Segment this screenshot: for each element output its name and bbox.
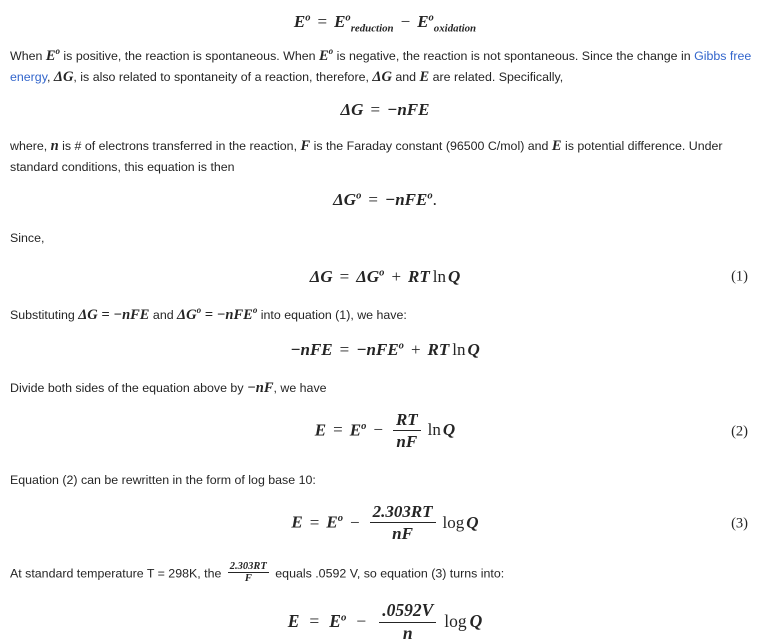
expression-minus-nFE: −nFE	[290, 340, 333, 359]
fraction-denominator: nF	[396, 432, 418, 452]
plus-sign: +	[391, 267, 402, 286]
equation-number-2: (2)	[731, 423, 748, 440]
paragraph-since	[0, 228, 770, 249]
superscript-degree: o	[361, 420, 367, 432]
inline-math-gibbs-standard-sub	[177, 307, 257, 323]
text-segment: and	[391, 70, 420, 84]
text-segment: is potential difference. Under standard conditions, this equation is then	[10, 139, 723, 174]
text-segment: where,	[10, 139, 51, 153]
equals-sign: =	[339, 340, 350, 359]
symbol-E: E	[287, 611, 300, 632]
text-segment: , is also related to spontaneity of a reaction, therefore,	[73, 70, 373, 84]
fraction-numerator: RT	[393, 410, 421, 431]
equals-sign: =	[309, 512, 320, 532]
spacer-top	[0, 0, 770, 12]
text-segment: , we have	[273, 381, 327, 395]
spacer	[0, 120, 770, 136]
superscript-degree: o	[328, 46, 334, 57]
text-segment: ,	[46, 70, 54, 84]
text-segment: and	[149, 308, 178, 322]
equation-body	[293, 12, 477, 35]
expression-equals-minus-nFE: = −nFE	[201, 307, 253, 323]
equals-sign: =	[370, 100, 381, 119]
text-segment: When	[10, 49, 46, 63]
symbol-delta-G: ΔG	[340, 100, 364, 119]
fraction-numerator: 2.303RT	[229, 560, 267, 572]
operator-ln: ln	[452, 340, 466, 359]
inline-math-E: E	[419, 69, 430, 85]
fraction-denominator: nF	[392, 524, 413, 544]
text-segment: is # of electrons transferred in the reaction,	[58, 139, 301, 153]
operator-ln: ln	[432, 267, 446, 286]
equation-3	[0, 503, 770, 544]
symbol-Q: Q	[469, 611, 483, 632]
equation-number-1: (1)	[731, 268, 748, 285]
equals-sign: =	[309, 611, 320, 632]
text-segment: Divide both sides of the equation above by	[10, 381, 247, 395]
equation-body	[288, 602, 483, 644]
inline-math-delta-G: ΔG	[53, 69, 74, 85]
equals-sign: =	[317, 12, 328, 31]
minus-sign: −	[356, 611, 367, 632]
symbol-E: E	[314, 420, 327, 440]
fraction-numerator: 2.303RT	[370, 502, 436, 523]
inline-math-E-degree	[46, 48, 60, 64]
expression-minus-nFE: −nFE	[384, 190, 428, 209]
symbol-RT: RT	[408, 267, 430, 286]
symbol-E-reduction: E	[334, 12, 346, 31]
superscript-degree: o	[428, 12, 434, 24]
symbol-Q: Q	[467, 340, 480, 359]
symbol-Q: Q	[448, 267, 461, 286]
spacer	[0, 544, 770, 562]
equation-body	[290, 340, 480, 360]
fraction-denominator: n	[402, 622, 413, 643]
equals-sign: =	[339, 267, 350, 286]
superscript-degree: o	[345, 12, 351, 24]
text-segment: into equation (1), we have:	[257, 308, 407, 322]
superscript-degree: o	[427, 190, 433, 202]
operator-log: log	[444, 611, 467, 632]
link-gibbs-free-energy[interactable]: Gibbs free energy	[10, 49, 752, 84]
equation-standard-cell-potential	[0, 12, 770, 35]
fraction-denominator: F	[244, 573, 252, 585]
spacer	[0, 210, 770, 228]
expression-equals-minus-nFE: = −nFE	[97, 307, 150, 323]
equation-gibbs-standard	[0, 190, 770, 210]
paragraph-spontaneity	[0, 46, 770, 88]
inline-math-F: F	[300, 138, 311, 154]
superscript-degree: o	[252, 305, 258, 316]
symbol-E-standard: E	[329, 611, 341, 632]
superscript-degree: o	[196, 305, 202, 316]
fraction-RT-over-nF	[393, 410, 421, 451]
superscript-degree: o	[55, 46, 60, 57]
text-segment: is the Faraday constant (96500 C/mol) and	[310, 139, 552, 153]
paragraph-substituting	[0, 305, 770, 326]
inline-fraction-2303RT-over-F	[228, 561, 269, 585]
superscript-degree: o	[379, 267, 385, 279]
equation-body	[333, 190, 437, 210]
inline-math-minus-nF: −nF	[246, 380, 274, 396]
text-segment: Substituting	[10, 308, 79, 322]
expression-minus-nFE-standard: −nFE	[356, 340, 399, 359]
equation-1	[0, 267, 770, 287]
symbol-E-oxidation: E	[417, 12, 429, 31]
superscript-degree: o	[356, 190, 362, 202]
symbol-E: E	[318, 48, 329, 64]
symbol-Q: Q	[466, 512, 479, 532]
paragraph-variable-definitions	[0, 136, 770, 178]
equation-number-3: (3)	[731, 515, 748, 532]
spacer	[0, 360, 770, 378]
equals-sign: =	[368, 190, 378, 209]
equation-body	[291, 503, 478, 544]
text-segment: Equation (2) can be rewritten in the form of log base 10:	[10, 473, 316, 488]
superscript-degree: o	[305, 12, 311, 24]
paragraph-divide	[0, 378, 770, 399]
fraction-2303RT-over-nF	[370, 502, 436, 543]
inline-math-E: E	[551, 138, 562, 154]
equation-body	[341, 100, 430, 120]
period: .	[432, 190, 437, 209]
equation-substituted	[0, 340, 770, 360]
symbol-Q: Q	[442, 420, 456, 440]
subscript-oxidation: oxidation	[433, 22, 477, 35]
spacer	[0, 178, 770, 190]
fraction-0592V-over-n	[379, 601, 436, 643]
superscript-degree: o	[337, 512, 343, 524]
symbol-delta-G: ΔG	[78, 307, 98, 323]
expression-minus-nFE: −nFE	[387, 100, 430, 119]
spacer	[0, 88, 770, 100]
equation-body	[315, 411, 455, 452]
symbol-E-standard: E	[326, 512, 338, 532]
text-segment: equals .0592 V, so equation (3) turns into:	[271, 566, 505, 581]
minus-sign: −	[349, 512, 360, 532]
text-segment: At standard temperature T = 298K, the	[10, 566, 225, 581]
symbol-delta-G-standard: ΔG	[356, 267, 380, 286]
symbol-RT: RT	[427, 340, 450, 359]
operator-log: log	[442, 512, 465, 532]
superscript-degree: o	[398, 340, 404, 352]
operator-ln: ln	[427, 420, 441, 440]
inline-math-E-degree	[319, 48, 333, 64]
symbol-delta-G: ΔG	[177, 307, 197, 323]
symbol-E: E	[291, 512, 303, 532]
text-segment: is negative, the reaction is not spontaneous. Since the change in	[333, 49, 695, 63]
text-segment: Since,	[10, 231, 45, 245]
equals-sign: =	[333, 420, 343, 440]
inline-math-delta-G: ΔG	[372, 69, 392, 85]
equation-body	[310, 267, 461, 287]
inline-math-gibbs-sub	[78, 307, 149, 323]
minus-sign: −	[373, 420, 383, 440]
symbol-delta-G: ΔG	[309, 267, 333, 286]
spacer	[0, 452, 770, 470]
text-segment: are related. Specifically,	[429, 70, 564, 84]
equation-2	[0, 411, 770, 452]
equation-nernst-final	[0, 602, 770, 644]
symbol-E: E	[293, 12, 306, 31]
equation-gibbs-relation	[0, 100, 770, 120]
symbol-delta-G: ΔG	[333, 190, 357, 209]
spacer	[0, 287, 770, 305]
paragraph-log-base-10	[0, 470, 770, 491]
symbol-E: E	[45, 48, 56, 64]
fraction-numerator: .0592V	[379, 601, 436, 623]
spacer	[0, 399, 770, 411]
minus-sign: −	[400, 12, 411, 31]
plus-sign: +	[410, 340, 421, 359]
inline-math-n: n	[50, 138, 59, 154]
paragraph-standard-temperature	[0, 562, 770, 586]
subscript-reduction: reduction	[350, 22, 394, 35]
spacer	[0, 326, 770, 340]
symbol-E-standard: E	[349, 420, 362, 440]
spacer	[0, 586, 770, 602]
spacer	[0, 249, 770, 267]
text-segment: is positive, the reaction is spontaneous. When	[59, 49, 319, 63]
superscript-degree: o	[340, 611, 347, 624]
